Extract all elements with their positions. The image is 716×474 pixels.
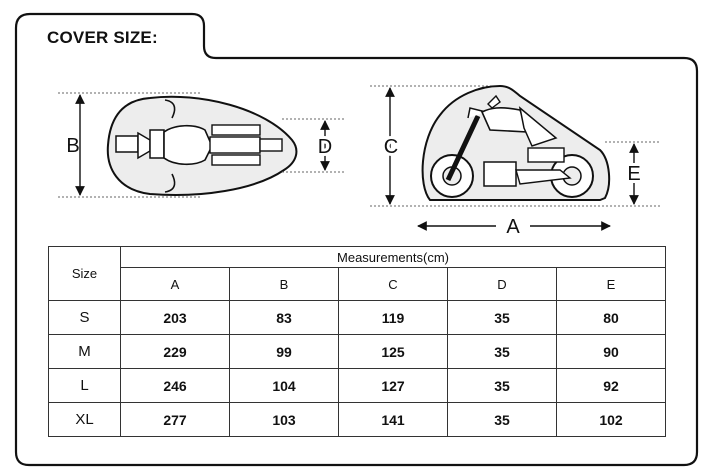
column-header-b: B <box>230 268 339 301</box>
value-cell: 35 <box>448 369 557 403</box>
size-column-header: Size <box>49 247 121 301</box>
value-cell: 102 <box>557 403 666 437</box>
size-cell: S <box>49 301 121 335</box>
dimension-label-d: D <box>317 136 333 158</box>
value-cell: 104 <box>230 369 339 403</box>
value-cell: 99 <box>230 335 339 369</box>
size-cell: M <box>49 335 121 369</box>
value-cell: 103 <box>230 403 339 437</box>
value-cell: 83 <box>230 301 339 335</box>
dimension-label-b: B <box>66 135 80 157</box>
column-header-d: D <box>448 268 557 301</box>
value-cell: 119 <box>339 301 448 335</box>
value-cell: 35 <box>448 335 557 369</box>
side-view-diagram <box>370 86 660 238</box>
column-header-e: E <box>557 268 666 301</box>
top-view-diagram <box>58 93 346 197</box>
value-cell: 277 <box>121 403 230 437</box>
value-cell: 35 <box>448 301 557 335</box>
value-cell: 141 <box>339 403 448 437</box>
size-table <box>48 246 666 437</box>
size-cell: XL <box>49 403 121 437</box>
dimension-label-a: A <box>506 216 520 238</box>
value-cell: 90 <box>557 335 666 369</box>
value-cell: 80 <box>557 301 666 335</box>
page-title: COVER SIZE: <box>47 28 158 47</box>
table-row <box>49 301 666 335</box>
column-header-a: A <box>121 268 230 301</box>
column-header-c: C <box>339 268 448 301</box>
value-cell: 127 <box>339 369 448 403</box>
table-row <box>49 403 666 437</box>
size-cell: L <box>49 369 121 403</box>
dimension-label-e: E <box>627 163 641 185</box>
measurements-header: Measurements(cm) <box>121 247 666 268</box>
value-cell: 203 <box>121 301 230 335</box>
dimension-label-c: C <box>383 136 399 158</box>
value-cell: 246 <box>121 369 230 403</box>
table-row <box>49 335 666 369</box>
value-cell: 229 <box>121 335 230 369</box>
value-cell: 35 <box>448 403 557 437</box>
value-cell: 125 <box>339 335 448 369</box>
table-row <box>49 369 666 403</box>
value-cell: 92 <box>557 369 666 403</box>
